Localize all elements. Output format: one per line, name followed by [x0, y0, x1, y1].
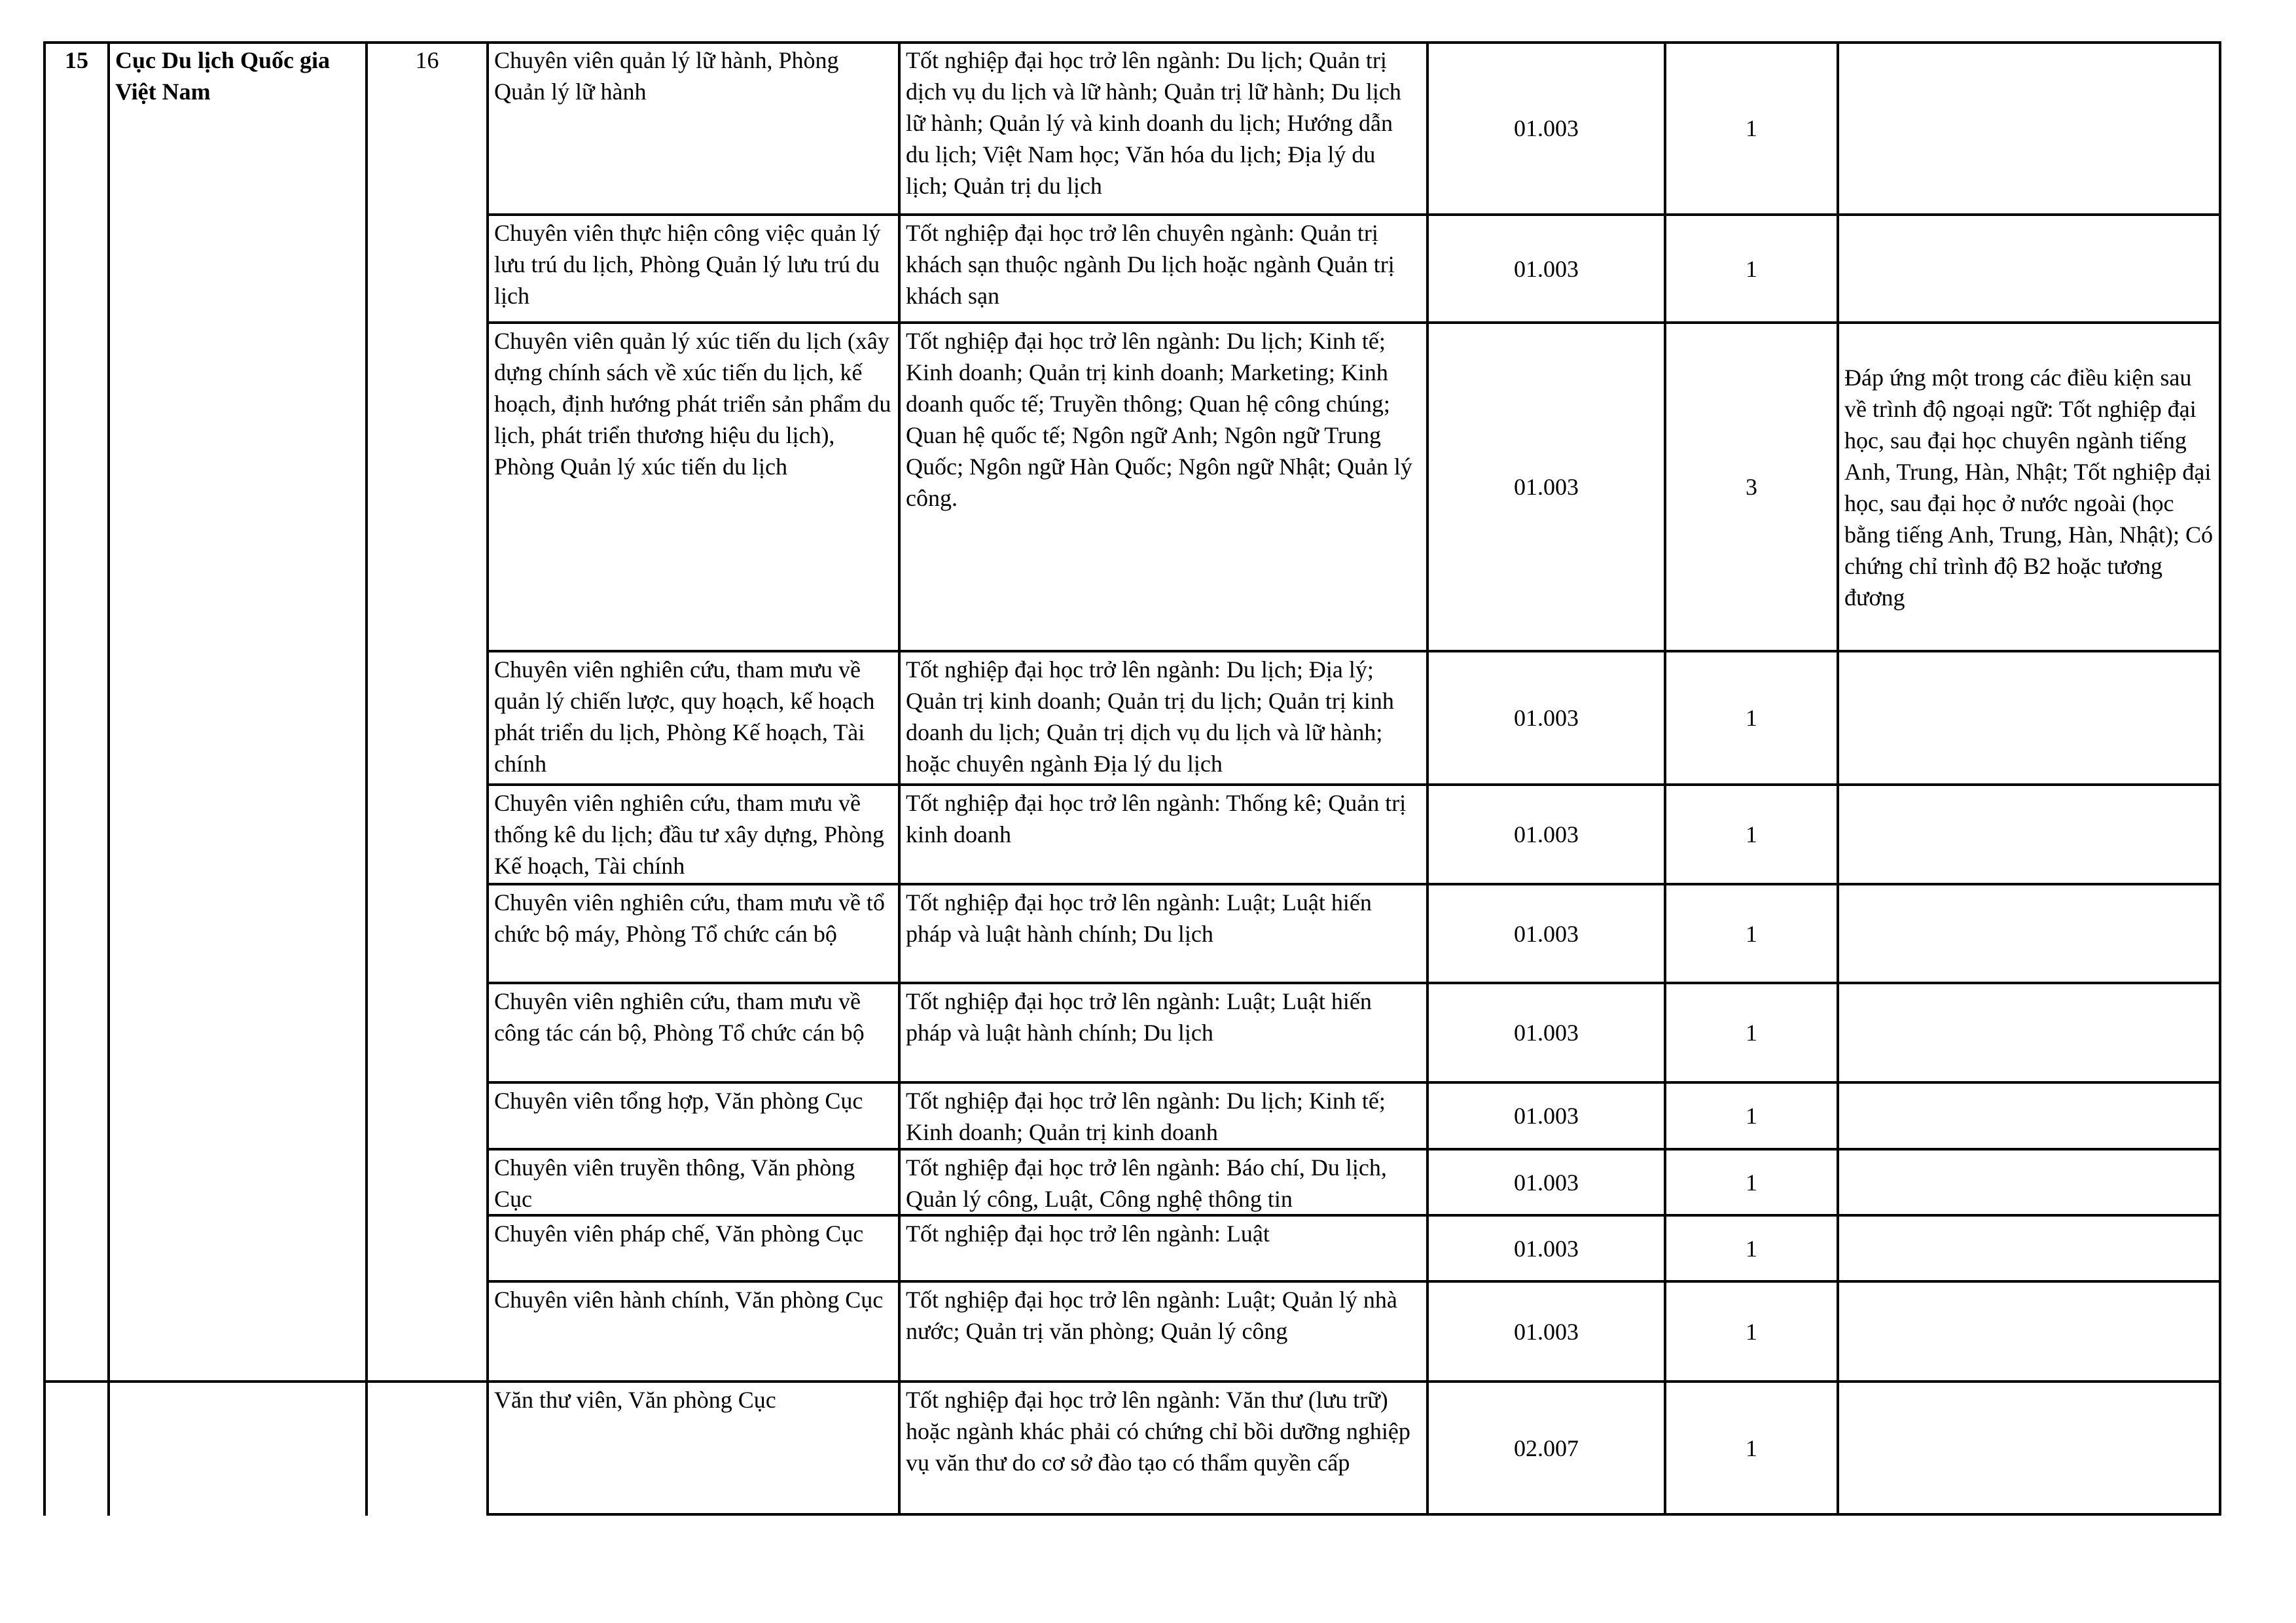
position-cell: Chuyên viên quản lý lữ hành, Phòng Quản lý lữ hành [494, 47, 839, 105]
code-cell: 01.003 [1514, 821, 1579, 847]
code-cell: 01.003 [1514, 115, 1579, 141]
quantity-cell: 1 [1746, 1235, 1757, 1262]
note-cell [1839, 216, 2219, 321]
position-cell: Chuyên viên nghiên cứu, tham mưu về quản lý chiến lược, quy hoạch, kế hoạch phát triển du lịch, Phòng Kế hoạch, Tài chính [494, 656, 875, 777]
grid-line [486, 1513, 2221, 1516]
position-cell: Chuyên viên nghiên cứu, tham mưu về công tác cán bộ, Phòng Tổ chức cán bộ [494, 988, 865, 1046]
note-cell [1839, 1084, 2219, 1148]
code-cell: 01.003 [1514, 474, 1579, 500]
quantity-cell: 1 [1746, 1103, 1757, 1129]
agency-total: 16 [415, 47, 439, 73]
requirement-cell: Tốt nghiệp đại học trở lên ngành: Thống kê; Quản trị kinh doanh [906, 790, 1407, 847]
code-cell: 01.003 [1514, 1103, 1579, 1129]
grid-line [365, 41, 368, 1382]
position-cell: Văn thư viên, Văn phòng Cục [494, 1387, 776, 1413]
position-cell: Chuyên viên pháp chế, Văn phòng Cục [494, 1221, 864, 1247]
requirement-cell: Tốt nghiệp đại học trở lên ngành: Du lịch; Quản trị dịch vụ du lịch và lữ hành; Quản trị lữ hành; Du lịch lữ hành; Quản lý và kinh doanh du lịch; Hướng dẫn du lịch; Việt Nam học; Văn hóa du lịch; Địa lý du lịch; Quản trị du lịch [906, 47, 1401, 199]
grid-line [365, 1382, 368, 1516]
note-cell [1839, 1383, 2219, 1513]
note-cell [1839, 1150, 2219, 1214]
requirement-cell: Tốt nghiệp đại học trở lên ngành: Du lịch; Kinh tế; Kinh doanh; Quản trị kinh doanh; Marketing; Kinh doanh quốc tế; Truyền thông; Quan hệ công chúng; Quan hệ quốc tế; Ngôn ngữ Anh; Ngôn ngữ Trung Quốc; Ngôn ngữ Hàn Quốc; Ngôn ngữ Nhật; Quản lý công. [906, 328, 1412, 511]
position-cell: Chuyên viên nghiên cứu, tham mưu về tổ chức bộ máy, Phòng Tổ chức cán bộ [494, 889, 885, 947]
requirement-cell: Tốt nghiệp đại học trở lên ngành: Văn thư (lưu trữ) hoặc ngành khác phải có chứng chỉ bồi dưỡng nghiệp vụ văn thư do cơ sở đào tạo có thẩm quyền cấp [906, 1387, 1410, 1476]
code-cell: 01.003 [1514, 1318, 1579, 1345]
note-cell [1839, 1217, 2219, 1280]
code-cell: 01.003 [1514, 255, 1579, 282]
requirement-cell: Tốt nghiệp đại học trở lên ngành: Luật; Quản lý nhà nước; Quản trị văn phòng; Quản lý công [906, 1287, 1397, 1344]
code-cell: 02.007 [1514, 1435, 1579, 1461]
requirement-cell: Tốt nghiệp đại học trở lên ngành: Du lịch; Kinh tế; Kinh doanh; Quản trị kinh doanh [906, 1088, 1386, 1145]
requirement-cell: Tốt nghiệp đại học trở lên ngành: Luật; Luật hiến pháp và luật hành chính; Du lịch [906, 988, 1372, 1046]
quantity-cell: 1 [1746, 920, 1757, 947]
grid-line [2219, 41, 2221, 1516]
code-cell: 01.003 [1514, 1020, 1579, 1046]
quantity-cell: 1 [1746, 1318, 1757, 1345]
grid-line [107, 1382, 110, 1516]
quantity-cell: 1 [1746, 1435, 1757, 1461]
quantity-cell: 1 [1746, 705, 1757, 731]
requirement-cell: Tốt nghiệp đại học trở lên ngành: Báo chí, Du lịch, Quản lý công, Luật, Công nghệ thông tin [906, 1154, 1387, 1212]
position-cell: Chuyên viên nghiên cứu, tham mưu về thống kê du lịch; đầu tư xây dựng, Phòng Kế hoạch, Tài chính [494, 790, 884, 879]
quantity-cell: 1 [1746, 115, 1757, 141]
requirement-cell: Tốt nghiệp đại học trở lên ngành: Luật [906, 1221, 1270, 1247]
code-cell: 01.003 [1514, 705, 1579, 731]
requirement-cell: Tốt nghiệp đại học trở lên ngành: Du lịch; Địa lý; Quản trị kinh doanh; Quản trị du lịch; Quản trị kinh doanh du lịch; Quản trị dịch vụ du lịch và lữ hành; hoặc chuyên ngành Địa lý du lịch [906, 656, 1394, 777]
note-cell [1839, 885, 2219, 982]
quantity-cell: 1 [1746, 1020, 1757, 1046]
quantity-cell: 3 [1746, 474, 1757, 500]
code-cell: 01.003 [1514, 920, 1579, 947]
requirement-cell: Tốt nghiệp đại học trở lên chuyên ngành: Quản trị khách sạn thuộc ngành Du lịch hoặc ngành Quản trị khách sạn [906, 220, 1395, 309]
note-cell [1839, 786, 2219, 883]
note-cell [1839, 652, 2219, 783]
quantity-cell: 1 [1746, 255, 1757, 282]
note-cell [1839, 43, 2219, 213]
agency-name: Cục Du lịch Quốc gia Việt Nam [115, 47, 331, 105]
note-cell [1839, 984, 2219, 1081]
code-cell: 01.003 [1514, 1169, 1579, 1196]
code-cell: 01.003 [1514, 1235, 1579, 1262]
position-cell: Chuyên viên tổng hợp, Văn phòng Cục [494, 1088, 863, 1114]
position-cell: Chuyên viên truyền thông, Văn phòng Cục [494, 1154, 855, 1212]
grid-line [107, 41, 110, 1382]
position-cell: Chuyên viên quản lý xúc tiến du lịch (xây dựng chính sách về xúc tiến du lịch, kế hoạch, định hướng phát triển sản phẩm du lịch, phát triển thương hiệu du lịch), Phòng Quản lý xúc tiến du lịch [494, 328, 891, 480]
row-number: 15 [65, 47, 88, 73]
grid-line [43, 41, 46, 1382]
requirement-cell: Tốt nghiệp đại học trở lên ngành: Luật; Luật hiến pháp và luật hành chính; Du lịch [906, 889, 1372, 947]
note-cell: Đáp ứng một trong các điều kiện sau về trình độ ngoại ngữ: Tốt nghiệp đại học, sau đại học chuyên ngành tiếng Anh, Trung, Hàn, Nhật; Tốt nghiệp đại học, sau đại học ở nước ngoài (học bằng tiếng Anh, Trung, Hàn, Nhật); Có chứng chỉ trình độ B2 hoặc tương đương [1844, 365, 2213, 611]
grid-line [43, 1382, 46, 1516]
position-cell: Chuyên viên hành chính, Văn phòng Cục [494, 1287, 884, 1313]
quantity-cell: 1 [1746, 821, 1757, 847]
quantity-cell: 1 [1746, 1169, 1757, 1196]
position-cell: Chuyên viên thực hiện công việc quản lý lưu trú du lịch, Phòng Quản lý lưu trú du lịch [494, 220, 881, 309]
note-cell [1839, 1283, 2219, 1380]
